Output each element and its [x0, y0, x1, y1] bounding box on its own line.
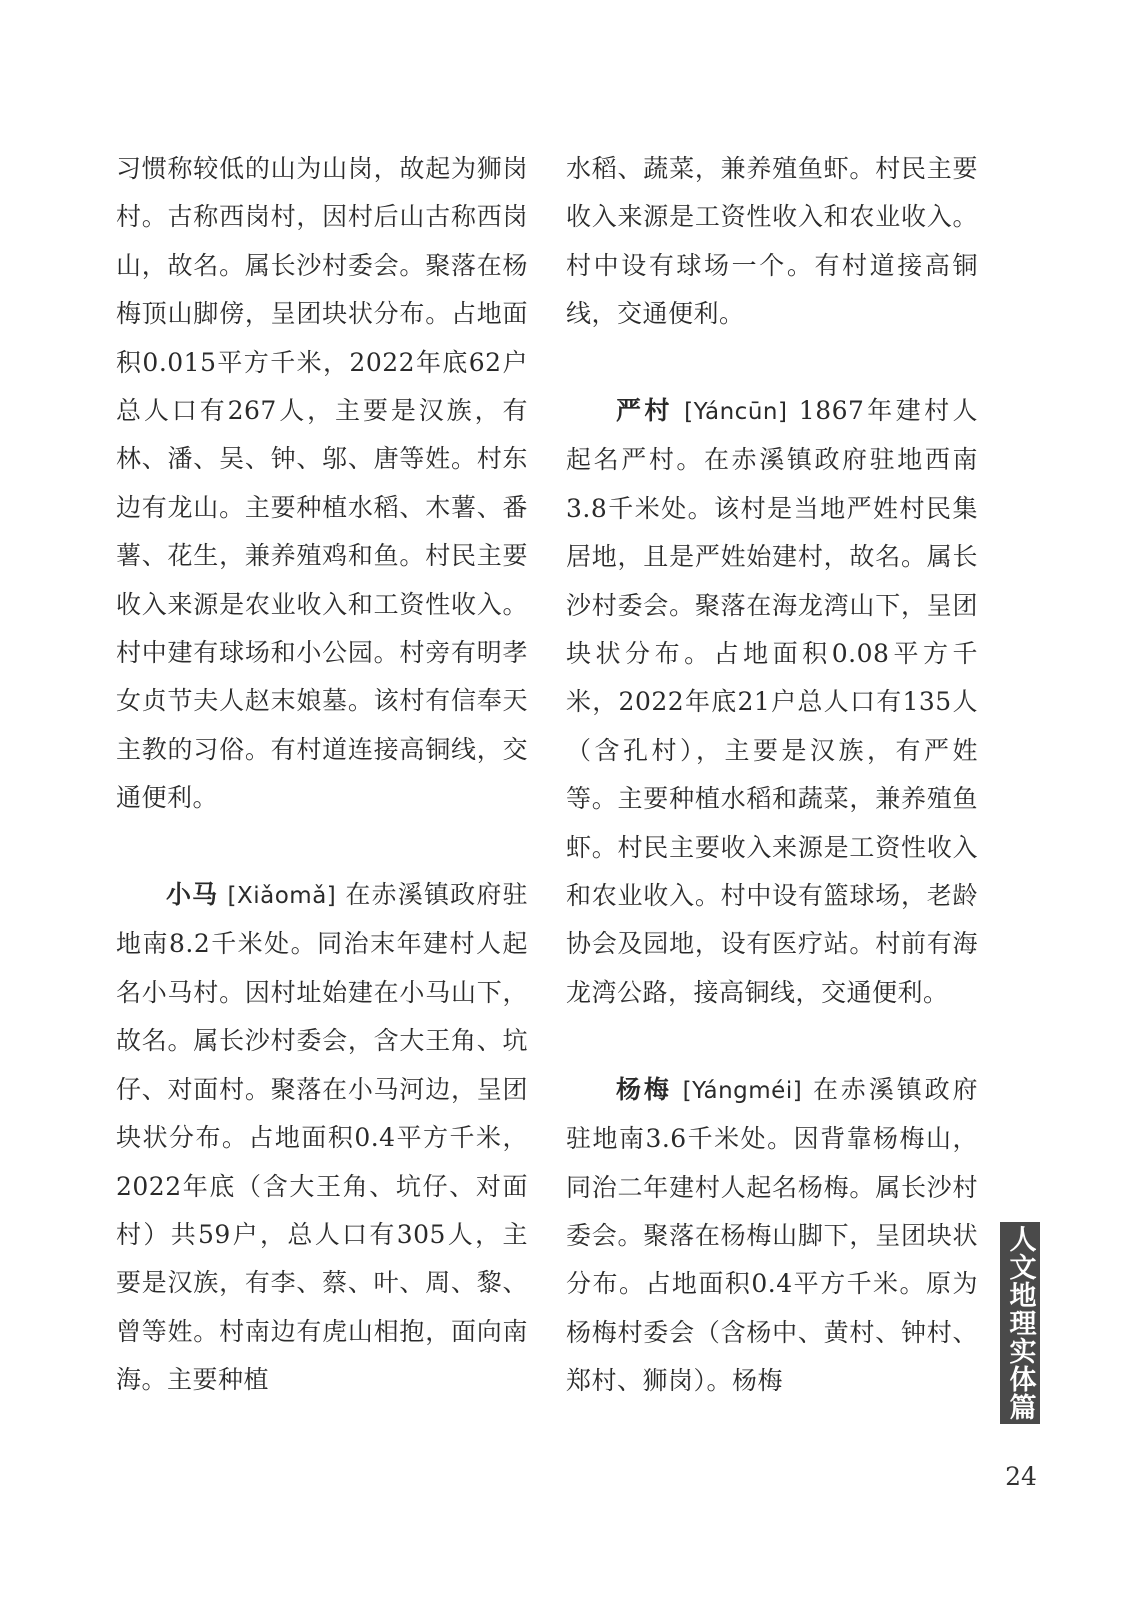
entry-yangmei — [566, 1066, 978, 1406]
entry-yancun — [566, 387, 978, 1017]
right-column — [566, 145, 978, 1406]
pinyin-yancun: [Yáncūn] — [684, 399, 788, 426]
paragraph-xiaoma-continued: 水稻、蔬菜，兼养殖鱼虾。村民主要收入来源是工资性收入和农业收入。村中设有球场一个。有村道接高铜线，交通便利。 — [566, 154, 978, 329]
entry-yangmei-text: 在赤溪镇政府驻地南3.6千米处。因背靠杨梅山，同治二年建村人起名杨梅。属长沙村委会。聚落在杨梅山脚下，呈团块状分布。占地面积0.4平方千米。原为杨梅村委会（含杨中、黄村、钟村、郑村、狮岗）。杨梅 — [566, 1074, 978, 1396]
entry-xiaoma-text: 在赤溪镇政府驻地南8.2千米处。同治末年建村人起名小马村。因村址始建在小马山下，故名。属长沙村委会，含大王角、坑仔、对面村。聚落在小马河边，呈团块状分布。占地面积0.4平方千米，2022年底（含大王角、坑仔、对面村）共59户，总人口有305人，主要是汉族，有李、蔡、叶、周、黎、曾等姓。村南边有虎山相抱，面向南海。主要种植 — [116, 880, 528, 1395]
paragraph-shigang-continued: 习惯称较低的山为山岗，故起为狮岗村。古称西岗村，因村后山古称西岗山，故名。属长沙村委会。聚落在杨梅顶山脚傍，呈团块状分布。占地面积0.015平方千米，2022年底62户总人口有267人，主要是汉族，有林、潘、吴、钟、邬、唐等姓。村东边有龙山。主要种植水稻、木薯、番薯、花生，兼养殖鸡和鱼。村民主要收入来源是农业收入和工资性收入。村中建有球场和小公园。村旁有明孝女贞节夫人赵末娘墓。该村有信奉天主教的习俗。有村道连接高铜线，交通便利。 — [116, 154, 528, 813]
page-number: 24 — [1005, 1462, 1037, 1491]
pinyin-yangmei: [Yángméi] — [682, 1077, 803, 1104]
entry-yancun-text: 1867年建村人起名严村。在赤溪镇政府驻地西南3.8千米处。该村是当地严姓村民集居地，且是严姓始建村，故名。属长沙村委会。聚落在海龙湾山下，呈团块状分布。占地面积0.08平方千米，2022年底21户总人口有135人（含孔村），主要是汉族，有严姓等。主要种植水稻和蔬菜，兼养殖鱼虾。村民主要收入来源是工资性收入和农业收入。村中设有篮球场，老龄协会及园地，设有医疗站。村前有海龙湾公路，接高铜线，交通便利。 — [566, 396, 978, 1007]
entry-xiaoma — [116, 871, 528, 1404]
headword-yancun: 严村 — [616, 396, 673, 426]
pinyin-xiaoma: [Xiǎomǎ] — [227, 883, 337, 910]
section-side-tab: 人文地理实体篇 — [1000, 1222, 1040, 1424]
headword-xiaoma: 小马 — [166, 880, 219, 910]
left-column — [116, 145, 528, 1405]
headword-yangmei: 杨梅 — [616, 1074, 672, 1104]
